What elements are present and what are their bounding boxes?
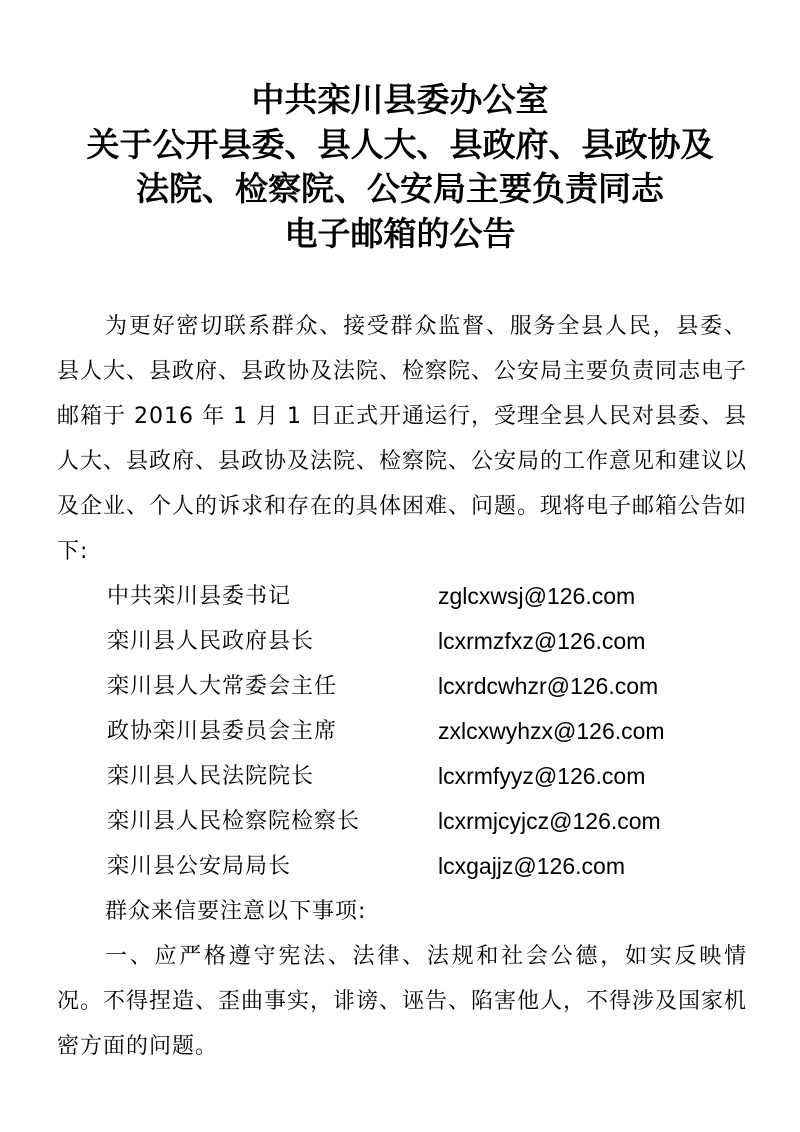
mailbox-role: 栾川县人民法院院长 bbox=[107, 764, 315, 789]
mailbox-role: 栾川县人民检察院检察长 bbox=[107, 809, 361, 834]
mailbox-role: 栾川县公安局局长 bbox=[107, 854, 292, 879]
mailbox-email: lcxrmjcyjcz@126.com bbox=[438, 808, 661, 834]
mailbox-row bbox=[57, 709, 747, 754]
notice-item-1: 一、应严格遵守宪法、法律、法规和社会公德，如实反映情况。不得捏造、歪曲事实，诽谤、诬告、陷害他人，不得涉及国家机密方面的问题。 bbox=[57, 944, 748, 1059]
mailbox-row bbox=[57, 619, 747, 664]
mailbox-email: lcxrdcwhzr@126.com bbox=[438, 673, 659, 699]
mailbox-row bbox=[57, 754, 747, 799]
mailbox-row bbox=[57, 664, 747, 709]
mailbox-role: 政协栾川县委员会主席 bbox=[107, 719, 338, 744]
mailbox-role: 中共栾川县委书记 bbox=[107, 584, 292, 609]
title-line-3: 法院、检察院、公安局主要负责同志 bbox=[136, 169, 664, 208]
intro-paragraph: 为更好密切联系群众、接受群众监督、服务全县人民，县委、县人大、县政府、县政协及法院、检察院、公安局主要负责同志电子邮箱于 2016 年 1 月 1 日正式开通运行，受理全县人民对县委、县人大、县政府、县政协及法院、检察院、公安局的工作意见和建议以及企业、个人的诉求和存在的具体困难、问题。现将电子邮箱公告如下: bbox=[57, 314, 748, 564]
mailbox-row bbox=[57, 844, 747, 889]
mailbox-email: lcxrmfyyz@126.com bbox=[438, 763, 646, 789]
mailbox-row bbox=[57, 574, 747, 619]
mailbox-email: lcxrmzfxz@126.com bbox=[438, 628, 646, 654]
document-title bbox=[0, 78, 800, 256]
title-line-2: 关于公开县委、县人大、县政府、县政协及 bbox=[86, 124, 714, 164]
mailbox-row bbox=[57, 799, 747, 844]
title-line-4: 电子邮箱的公告 bbox=[284, 213, 516, 253]
mailbox-role: 栾川县人民政府县长 bbox=[107, 629, 315, 654]
title-line-1: 中共栾川县委办公室 bbox=[251, 80, 549, 119]
notice-heading: 群众来信要注意以下事项: bbox=[105, 899, 367, 924]
mailbox-email: zglcxwsj@126.com bbox=[438, 583, 636, 609]
mailbox-role: 栾川县人大常委会主任 bbox=[107, 674, 338, 699]
mailbox-email: lcxgajjz@126.com bbox=[438, 853, 625, 879]
document-body bbox=[57, 304, 747, 1069]
mailbox-email: zxlcxwyhzx@126.com bbox=[438, 718, 665, 744]
mailbox-list bbox=[57, 574, 747, 889]
